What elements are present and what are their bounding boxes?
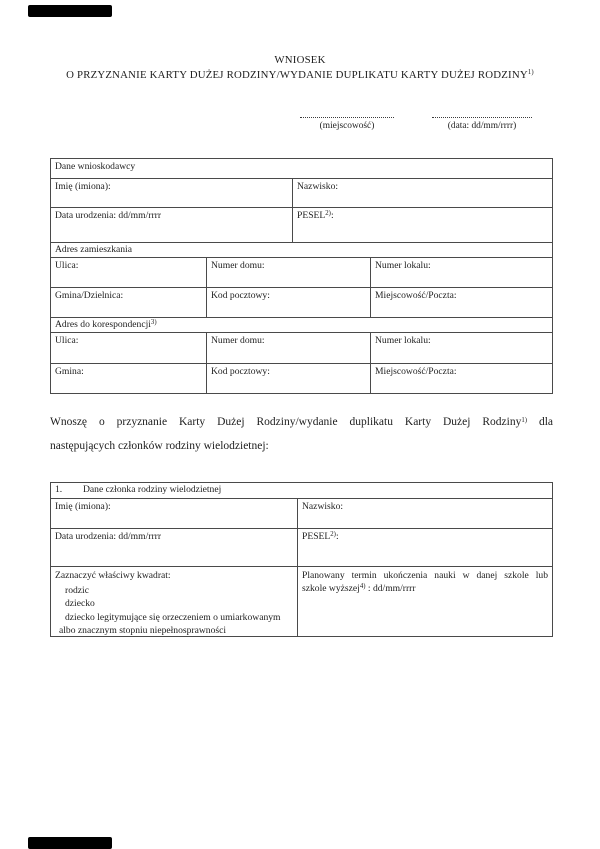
request-line-1 (50, 411, 553, 435)
applicant-last-name-cell: Nazwisko: (292, 179, 552, 207)
residence-section-title: Adres zamieszkania (55, 244, 132, 255)
correspondence-house-cell: Numer domu: (206, 333, 370, 363)
applicant-birth-date-cell: Data urodzenia: dd/mm/rrrr (55, 210, 162, 221)
correspondence-commune-row (51, 363, 552, 393)
applicant-birth-pesel-row (51, 207, 552, 242)
date-label: (data: dd/mm/rrrr) (447, 121, 517, 131)
request-tail: dla (527, 416, 553, 428)
correspondence-street-cell: Ulica: (55, 335, 79, 346)
member-study-cell (297, 567, 552, 636)
option-disabled-child: dziecko legitymujące się orzeczeniem o umiarkowanym albo znacznym stopniu niepełnosprawności (59, 611, 281, 636)
applicant-pesel-cell (292, 208, 552, 242)
corner-mark-bottom (28, 837, 112, 849)
checkbox-instruction: Zaznaczyć właściwy kwadrat: (55, 570, 171, 581)
place-field (300, 109, 394, 132)
correspondence-title-text: Adres do korespondencji (55, 319, 151, 330)
place-label: (miejscowość) (319, 121, 375, 131)
member-pesel-label: PESEL (302, 531, 331, 542)
request-text: Wnoszę o przyznanie Karty Dużej Rodziny/wydanie duplikatu Karty Dużej Rodziny (50, 416, 522, 428)
correspondence-flat-cell: Numer lokalu: (370, 333, 552, 363)
pesel-label: PESEL (297, 210, 326, 221)
applicant-name-row (51, 178, 552, 207)
footnote-ref-1b: 1) (521, 416, 528, 424)
pesel-colon: : (330, 210, 334, 221)
residence-street-cell: Ulica: (55, 260, 79, 271)
form-subtitle (0, 68, 600, 83)
residence-flat-cell: Numer lokalu: (370, 258, 552, 287)
checkbox-options (55, 584, 293, 636)
option-child: dziecko (65, 598, 95, 610)
member-section-row (51, 483, 552, 498)
applicant-table (50, 158, 553, 394)
member-section-title (51, 483, 552, 498)
option-parent: rodzic (65, 585, 89, 597)
residence-section-row (51, 242, 552, 257)
correspondence-street-row (51, 332, 552, 363)
residence-postcode-cell: Kod pocztowy: (206, 288, 370, 317)
member-table (50, 482, 553, 637)
footnote-ref-4: 4) (359, 582, 366, 590)
study-line-1: Planowany termin ukończenia nauki w danej szkole lub (302, 570, 548, 581)
footnote-ref-1: 1) (527, 69, 534, 76)
member-pesel-colon: : (335, 531, 339, 542)
footnote-ref-3: 3) (150, 318, 157, 326)
residence-house-cell: Numer domu: (206, 258, 370, 287)
member-checkbox-cell (51, 567, 297, 636)
correspondence-commune-cell: Gmina: (55, 366, 84, 377)
study-date-format: : dd/mm/rrrr (365, 583, 416, 595)
residence-town-cell: Miejscowość/Poczta: (370, 288, 552, 317)
footnote-ref-2b: 2) (330, 530, 336, 538)
place-dotted-line (300, 109, 394, 118)
member-name-row (51, 498, 552, 528)
place-date-block (300, 109, 532, 132)
correspondence-town-cell: Miejscowość/Poczta: (370, 364, 552, 393)
member-last-name-cell: Nazwisko: (297, 499, 552, 528)
applicant-section-title: Dane wnioskodawcy (55, 161, 136, 172)
study-line-2-text: szkole wyższej (302, 583, 360, 595)
applicant-section-row (51, 159, 552, 178)
form-title-block (0, 53, 600, 82)
residence-street-row (51, 257, 552, 287)
correspondence-postcode-cell: Kod pocztowy: (206, 364, 370, 393)
study-line-2 (302, 582, 548, 595)
member-status-row (51, 566, 552, 636)
member-birth-pesel-row (51, 528, 552, 566)
member-pesel-cell (297, 529, 552, 566)
member-section-number: 1. (55, 484, 63, 495)
member-section-text: Dane członka rodziny wielodzietnej (83, 484, 222, 495)
date-field (432, 109, 532, 132)
member-first-name-cell: Imię (imiona): (55, 501, 111, 512)
member-birth-date-cell: Data urodzenia: dd/mm/rrrr (55, 531, 162, 542)
date-dotted-line (432, 109, 532, 118)
correspondence-section-title (51, 318, 552, 332)
footnote-ref-2: 2) (325, 209, 331, 217)
applicant-first-name-cell: Imię (imiona): (55, 181, 111, 192)
form-subtitle-text: O PRZYZNANIE KARTY DUŻEJ RODZINY/WYDANIE DUPLIKATU KARTY DUŻEJ RODZINY (66, 68, 528, 81)
request-paragraph (50, 411, 553, 458)
request-line-2: następujących członków rodziny wielodzietnej: (50, 439, 269, 452)
correspondence-section-row (51, 317, 552, 332)
residence-commune-cell: Gmina/Dzielnica: (55, 290, 124, 301)
form-title: WNIOSEK (274, 54, 326, 66)
residence-commune-row (51, 287, 552, 317)
corner-mark-top (28, 5, 112, 17)
